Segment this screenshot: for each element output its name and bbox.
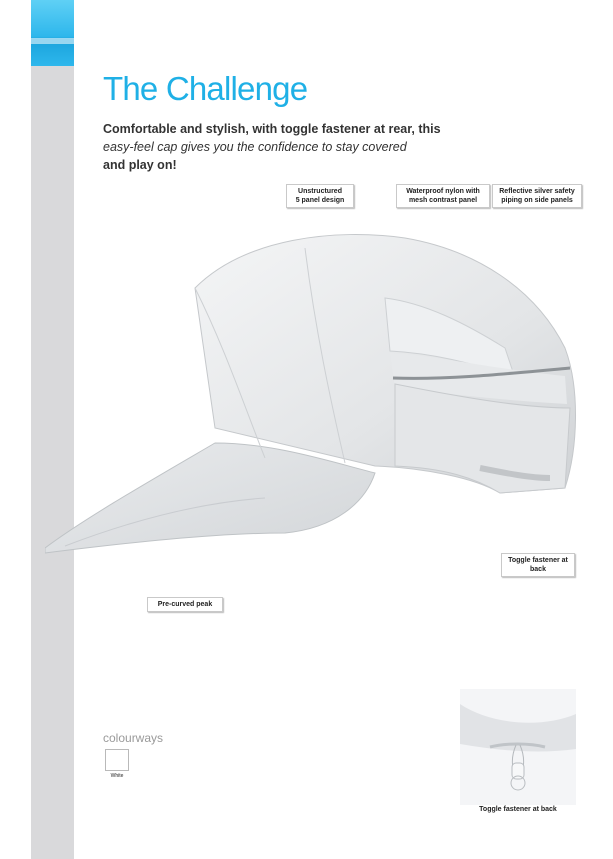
callout-text: Unstructured	[298, 188, 342, 195]
callout-text: Toggle fastener at	[508, 557, 568, 564]
callout-text: 5 panel design	[295, 197, 345, 204]
swatch-white	[105, 749, 129, 771]
callout-text: Pre-curved peak	[157, 601, 213, 608]
callout-waterproof	[396, 184, 490, 208]
callout-unstructured	[286, 184, 354, 208]
toggle-detail-image	[460, 689, 576, 805]
callout-peak	[147, 597, 223, 612]
description-line-1: Comfortable and stylish, with toggle fastener at rear, this	[103, 122, 441, 136]
toggle-detail-caption: Toggle fastener at back	[479, 806, 557, 813]
colourways-heading: colourways	[103, 731, 164, 745]
callout-text: Reflective silver safety	[499, 188, 575, 195]
cap-image	[45, 228, 590, 563]
callout-text: Waterproof nylon with	[406, 188, 480, 195]
callout-text: mesh contrast panel	[408, 197, 478, 204]
callout-reflective	[492, 184, 582, 208]
product-title: The Challenge	[103, 70, 308, 107]
callout-text: piping on side panels	[501, 197, 573, 204]
swatch-label: White	[110, 773, 124, 779]
callout-text: back	[530, 566, 546, 573]
product-description	[103, 120, 463, 174]
callout-toggle	[501, 553, 575, 577]
description-line-2: easy-feel cap gives you the confidence to stay covered	[103, 140, 407, 154]
sidebar-accent-tab	[31, 0, 74, 66]
description-line-3: and play on!	[103, 158, 177, 172]
tab-highlight	[31, 38, 74, 44]
toggle-detail-drawing	[460, 689, 576, 805]
